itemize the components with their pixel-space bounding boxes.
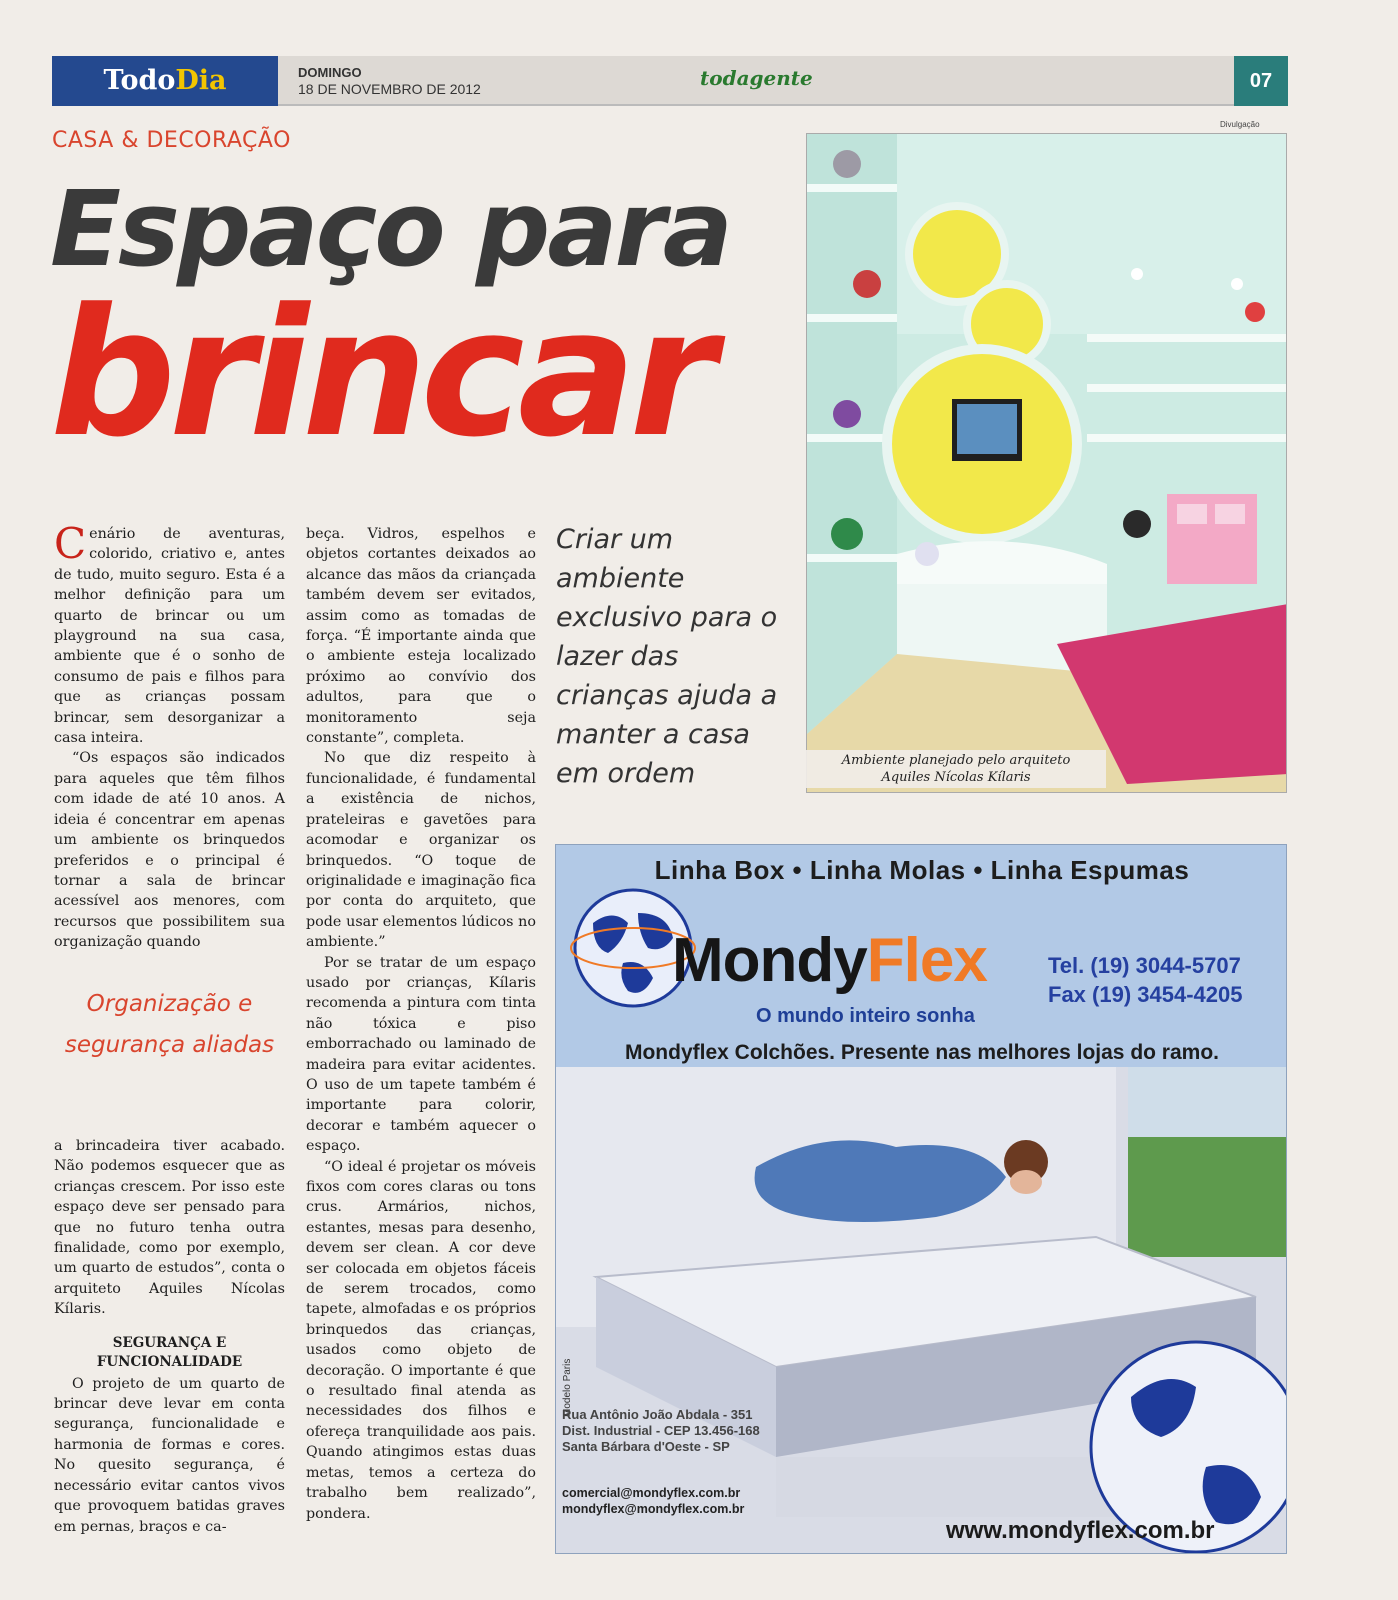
logo-todo: Todo <box>103 65 176 96</box>
article-column-1-continued <box>54 1136 285 1537</box>
article-paragraph: Por se tratar de um espaço usado por crianças, Kílaris recomenda a pintura com tinta não tóxica e piso emborrachado ou laminado de madeira para evitar acidentes. O uso de um tapete também é importante para colorir, decorar e também aquecer o espaço. <box>306 954 536 1155</box>
issue-date <box>298 64 481 98</box>
newspaper-logo <box>52 56 278 106</box>
brand-flex: Flex <box>866 926 987 995</box>
article-paragraph: O projeto de um quarto de brincar deve levar em conta segurança, funcionalidade e harmonia de formas e cores. No quesito segurança, é necessário evitar cantos vivos que provoquem batidas graves em pernas, braços e ca- <box>54 1375 285 1535</box>
article-column-1 <box>54 519 285 953</box>
playroom-photo <box>806 133 1287 793</box>
page-header <box>52 56 1288 106</box>
paragraph-text: enário de aventuras, colorido, criativo e, antes de tudo, muito seguro. Esta é a melhor definição para um quarto de brincar ou um playground na sua casa, ambiente que é o sonho de consumo de pais e filhos para que as crianças possam brincar, sem desorganizar a casa inteira. <box>54 526 285 747</box>
mattress-illustration <box>556 1067 1287 1554</box>
headline-line-1: Espaço para <box>50 168 730 290</box>
article-paragraph <box>54 519 285 748</box>
article-kicker: CASA & DECORAÇÃO <box>52 128 291 153</box>
issue-date-text: 18 DE NOVEMBRO DE 2012 <box>298 81 481 97</box>
ad-email: mondyflex@mondyflex.com.br <box>562 1502 745 1516</box>
photo-caption <box>806 750 1106 788</box>
ad-address <box>562 1407 760 1455</box>
photo-credit: Divulgação <box>1220 120 1260 129</box>
article-subhead: Organização e segurança aliadas <box>64 991 275 1058</box>
headline-line-2: brincar <box>50 271 710 476</box>
address-line: Santa Bárbara d'Oeste - SP <box>562 1439 730 1454</box>
crosshead-line-1: SEGURANÇA E <box>112 1334 227 1351</box>
logo-dia: Dia <box>175 65 227 96</box>
crosshead <box>54 1334 285 1372</box>
mondyflex-advertisement <box>555 844 1287 1554</box>
ad-phone: Tel. (19) 3044-5707 <box>1048 953 1241 978</box>
ad-website: www.mondyflex.com.br <box>946 1517 1215 1544</box>
caption-line-1: Ambiente planejado pelo arquiteto <box>841 753 1071 768</box>
ad-tagline: Mondyflex Colchões. Presente nas melhores lojas do ramo. <box>624 1041 1219 1064</box>
section-title: todagente <box>700 66 813 90</box>
drop-cap: C <box>54 519 87 568</box>
ad-slogan: O mundo inteiro sonha <box>756 1005 975 1027</box>
playroom-illustration <box>807 134 1287 793</box>
ad-fax: Fax (19) 3454-4205 <box>1048 982 1243 1007</box>
ad-brand-logo <box>672 925 987 996</box>
address-line: Rua Antônio João Abdala - 351 <box>562 1407 753 1422</box>
ad-email: comercial@mondyflex.com.br <box>562 1486 741 1500</box>
brand-mondy: Mondy <box>672 926 867 995</box>
ad-model-label: Modelo Paris <box>562 1358 573 1417</box>
ad-emails <box>562 1485 744 1517</box>
address-line: Dist. Industrial - CEP 13.456-168 <box>562 1423 760 1438</box>
caption-line-2: Aquiles Nícolas Kílaris <box>881 770 1031 785</box>
ad-photo <box>556 1067 1287 1554</box>
article-paragraph: No que diz respeito à funcionalidade, é fundamental a existência de nichos, prateleiras e gavetões para acomodar e organizar os brinquedos. “O toque de originalidade e imaginação fica por conta do arquiteto, que pode usar elementos lúdicos no ambiente.” <box>306 750 536 951</box>
article-paragraph: “Os espaços são indicados para aqueles que têm filhos com idade de até 10 anos. A ideia é concentrar em apenas um ambiente os brinquedos preferidos e o principal é tornar a sala de brincar acessível aos menores, com recursos que possibilitem sua organização quando <box>54 750 285 951</box>
page-number: 07 <box>1234 56 1288 106</box>
article-paragraph: “O ideal é projetar os móveis fixos com cores claras ou tons crus. Armários, nichos, estantes, mesas para desenho, devem ser clean. A cor deve ser colocada em objetos fáceis de serem trocados, como tapete, almofadas e os próprios brinquedos das crianças, usados como objeto de decoração. O importante é que o resultado final atenda as necessidades dos filhos e ofereça tranquilidade aos pais. Quando atingimos estas duas metas, temos a certeza do trabalho bem realizado”, pondera. <box>306 1158 536 1522</box>
issue-day: DOMINGO <box>298 65 362 80</box>
ad-product-lines: Linha Box • Linha Molas • Linha Espumas <box>654 855 1190 885</box>
crosshead-line-2: FUNCIONALIDADE <box>96 1353 243 1370</box>
article-paragraph: beça. Vidros, espelhos e objetos cortantes deixados ao alcance das mãos da criançada também devem ser evitados, assim como as tomadas de força. “É importante ainda que o ambiente esteja localizado próximo ao convívio dos adultos, para que o monitoramento seja constante”, completa. <box>306 526 536 747</box>
article-column-2 <box>306 524 536 1524</box>
article-paragraph: a brincadeira tiver acabado. Não podemos esquecer que as crianças crescem. Por isso este espaço deve ser pensado para que no futuro tenha outra finalidade, como por exemplo, um quarto de estudos”, conta o arquiteto Aquiles Nícolas Kílaris. <box>54 1138 285 1318</box>
pull-quote: Criar um ambiente exclusivo para o lazer das crianças ajuda a manter a casa em ordem <box>556 524 778 789</box>
ad-contact-phones <box>1048 951 1242 1009</box>
